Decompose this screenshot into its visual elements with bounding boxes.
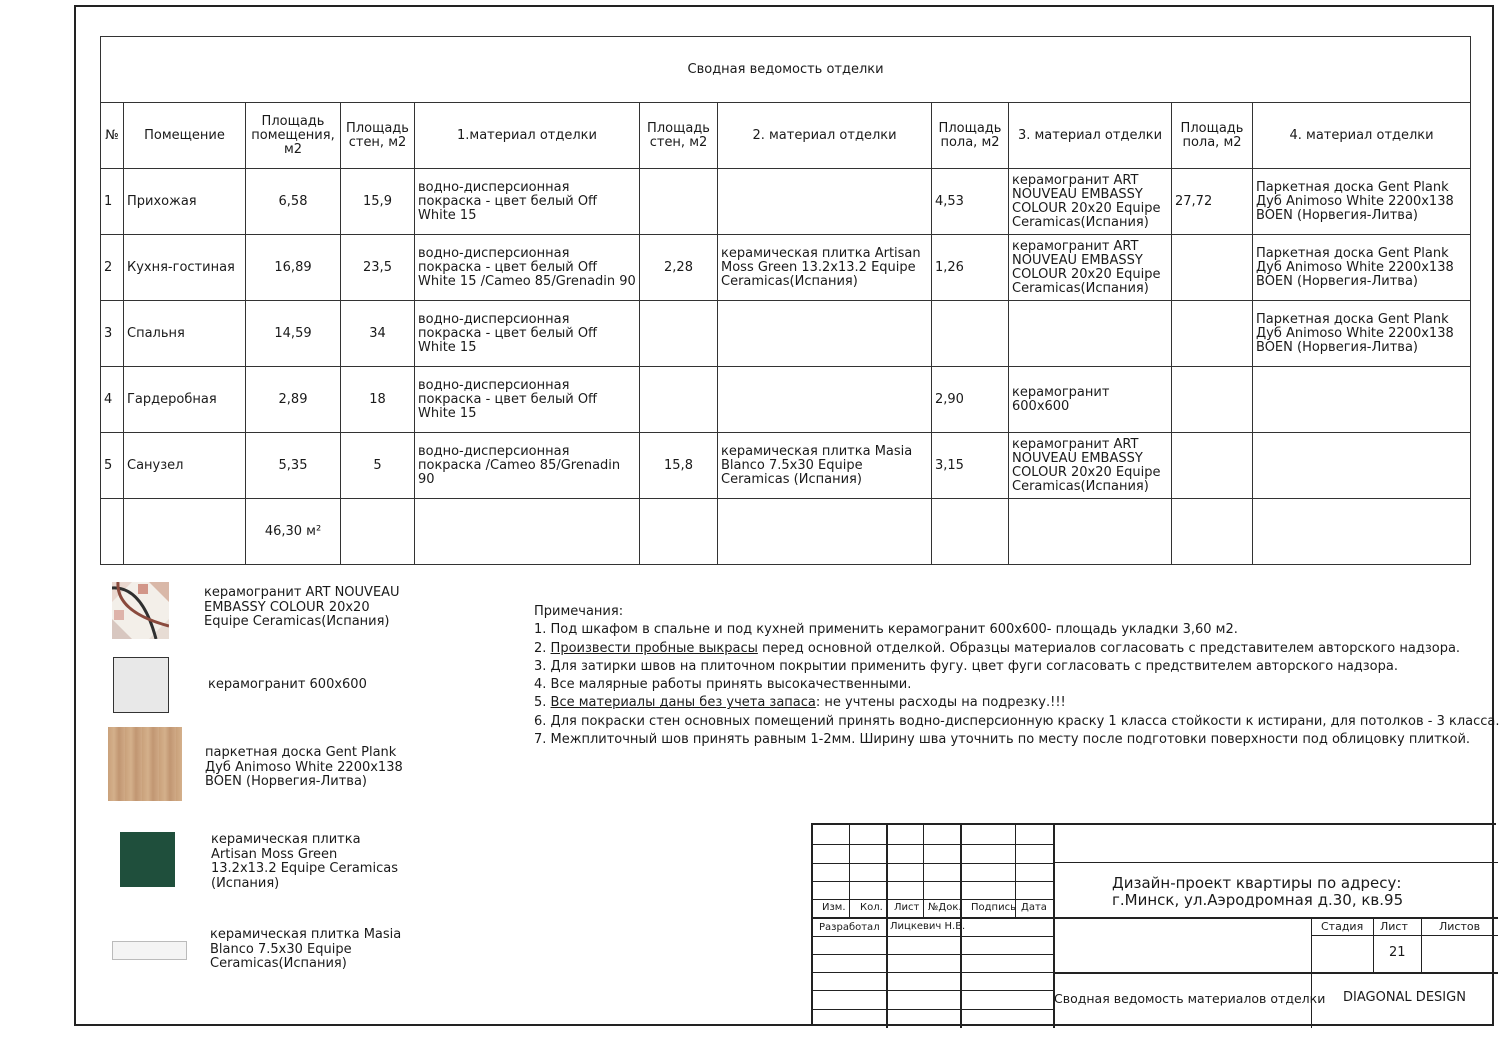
table-cell: 5 bbox=[101, 433, 124, 499]
legend-label-porcelain-600: керамогранит 600х600 bbox=[208, 677, 367, 692]
table-cell bbox=[1253, 433, 1471, 499]
table-cell: 6,58 bbox=[246, 169, 341, 235]
table-cell: 18 bbox=[341, 367, 415, 433]
sheet-title: Сводная ведомость материалов отделки bbox=[1054, 991, 1326, 1006]
table-row bbox=[101, 499, 1471, 565]
table-cell bbox=[932, 499, 1009, 565]
legend-label-moss-green: керамическая плитка Artisan Moss Green 13.2x13.2 Equipe Ceramicas (Испания) bbox=[211, 832, 398, 891]
header-cell: № bbox=[101, 103, 124, 169]
table-cell: 15,9 bbox=[341, 169, 415, 235]
table-cell bbox=[1172, 499, 1253, 565]
table-cell: 14,59 bbox=[246, 301, 341, 367]
table-header-row bbox=[101, 103, 1471, 169]
project-title: Дизайн-проект квартиры по адресу: г.Минск, ул.Аэродромная д.30, кв.95 bbox=[1112, 874, 1404, 909]
table-cell: 2,90 bbox=[932, 367, 1009, 433]
table-row bbox=[101, 367, 1471, 433]
masia-blanco-tile-swatch bbox=[112, 941, 187, 960]
table-cell: 23,5 bbox=[341, 235, 415, 301]
table-cell: Прихожая bbox=[124, 169, 246, 235]
table-cell: керамогранит 600х600 bbox=[1009, 367, 1172, 433]
legend-label-parquet: паркетная доска Gent Plank Дуб Animoso White 2200х138 BOEN (Норвегия-Литва) bbox=[205, 745, 403, 789]
table-cell: керамическая плитка Artisan Moss Green 13.2x13.2 Equipe Ceramicas(Испания) bbox=[718, 235, 932, 301]
table-cell bbox=[718, 499, 932, 565]
table-cell bbox=[640, 367, 718, 433]
table-cell: Кухня-гостиная bbox=[124, 235, 246, 301]
note-1: 1. Под шкафом в спальне и под кухней применить керамогранит 600х600- площадь укладки 3,60 м2. bbox=[534, 622, 1238, 638]
table-cell bbox=[1009, 499, 1172, 565]
table-cell bbox=[1172, 367, 1253, 433]
header-cell: Помещение bbox=[124, 103, 246, 169]
table-cell bbox=[1172, 301, 1253, 367]
col-kol: Кол. bbox=[860, 902, 883, 913]
header-cell: Площадь пола, м2 bbox=[932, 103, 1009, 169]
table-cell: 4 bbox=[101, 367, 124, 433]
porcelain-600-swatch bbox=[113, 657, 169, 713]
table-cell bbox=[101, 499, 124, 565]
table-cell: водно-дисперсионная покраска - цвет белый Off White 15 bbox=[415, 169, 640, 235]
table-cell bbox=[1009, 301, 1172, 367]
legend-label-masia-blanco: керамическая плитка Masia Blanco 7.5x30 Equipe Ceramicas(Испания) bbox=[210, 927, 402, 971]
table-cell: 2,28 bbox=[640, 235, 718, 301]
table-cell: керамогранит ART NOUVEAU EMBASSY COLOUR 20x20 Equipe Ceramicas(Испания) bbox=[1009, 235, 1172, 301]
table-cell bbox=[1172, 433, 1253, 499]
notes-title: Примечания: bbox=[534, 604, 624, 619]
table-cell: керамическая плитка Masia Blanco 7.5x30 Equipe Ceramicas (Испания) bbox=[718, 433, 932, 499]
table-row bbox=[101, 433, 1471, 499]
note-5: 5. Все материалы даны без учета запаса: не учтены расходы на подрезку.!!! bbox=[534, 695, 1066, 711]
header-cell: 2. материал отделки bbox=[718, 103, 932, 169]
table-cell: Санузел bbox=[124, 433, 246, 499]
table-cell bbox=[640, 169, 718, 235]
table-cell: Паркетная доска Gent Plank Дуб Animoso White 2200х138 BOEN (Норвегия-Литва) bbox=[1253, 169, 1471, 235]
table-cell: водно-дисперсионная покраска - цвет белый Off White 15 bbox=[415, 301, 640, 367]
table-cell bbox=[1172, 235, 1253, 301]
table-cell bbox=[718, 301, 932, 367]
header-cell: Площадь стен, м2 bbox=[640, 103, 718, 169]
table-cell bbox=[718, 169, 932, 235]
title-block bbox=[811, 823, 1496, 1026]
table-title: Сводная ведомость отделки bbox=[101, 37, 1471, 103]
col-data: Дата bbox=[1021, 902, 1047, 913]
note-4: 4. Все малярные работы принять высокачественными. bbox=[534, 677, 912, 693]
table-cell bbox=[415, 499, 640, 565]
header-cell: 4. материал отделки bbox=[1253, 103, 1471, 169]
note-2: 2. Произвести пробные выкрасы перед основной отделкой. Образцы материалов согласовать с представителем авторского надзора. bbox=[534, 640, 1461, 656]
table-cell: 1 bbox=[101, 169, 124, 235]
table-cell: 2 bbox=[101, 235, 124, 301]
table-cell bbox=[718, 367, 932, 433]
legend-label-art-nouveau: керамогранит ART NOUVEAU EMBASSY COLOUR 20x20 Equipe Ceramicas(Испания) bbox=[204, 585, 400, 629]
note-3: 3. Для затирки швов на плиточном покрытии применить фугу. цвет фуги согласовать с предствителем авторского надзора. bbox=[534, 658, 1398, 674]
note-6: 6. Для покраски стен основных помещений принять водно-дисперсионную краску 1 класса стойкости к истирани, для потолков - 3 класса. bbox=[534, 713, 1500, 729]
col-izm: Изм. bbox=[822, 902, 846, 913]
col-ndok: №Док. bbox=[928, 902, 962, 913]
table-cell: Гардеробная bbox=[124, 367, 246, 433]
company-name: DIAGONAL DESIGN bbox=[1343, 990, 1466, 1005]
table-row bbox=[101, 235, 1471, 301]
table-cell: 3,15 bbox=[932, 433, 1009, 499]
table-cell: 5 bbox=[341, 433, 415, 499]
table-cell: 3 bbox=[101, 301, 124, 367]
header-cell: Площадь стен, м2 bbox=[341, 103, 415, 169]
parquet-swatch bbox=[108, 727, 182, 801]
table-cell: керамогранит ART NOUVEAU EMBASSY COLOUR 20x20 Equipe Ceramicas(Испания) bbox=[1009, 433, 1172, 499]
table-row bbox=[101, 301, 1471, 367]
table-cell: Паркетная доска Gent Plank Дуб Animoso White 2200х138 BOEN (Норвегия-Литва) bbox=[1253, 301, 1471, 367]
sheets-total-label: Листов bbox=[1439, 920, 1481, 933]
table-cell: 27,72 bbox=[1172, 169, 1253, 235]
table-cell: керамогранит ART NOUVEAU EMBASSY COLOUR 20x20 Equipe Ceramicas(Испания) bbox=[1009, 169, 1172, 235]
table-cell: 2,89 bbox=[246, 367, 341, 433]
art-nouveau-tile-icon bbox=[112, 582, 169, 639]
table-cell: 1,26 bbox=[932, 235, 1009, 301]
table-cell: 15,8 bbox=[640, 433, 718, 499]
table-cell: водно-дисперсионная покраска - цвет белый Off White 15 bbox=[415, 367, 640, 433]
col-list: Лист bbox=[894, 902, 920, 913]
table-cell bbox=[640, 499, 718, 565]
header-cell: Площадь помещения, м2 bbox=[246, 103, 341, 169]
table-cell bbox=[341, 499, 415, 565]
moss-green-tile-swatch bbox=[120, 832, 175, 887]
table-cell: водно-дисперсионная покраска - цвет белый Off White 15 /Cameo 85/Grenadin 90 bbox=[415, 235, 640, 301]
header-cell: 1.материал отделки bbox=[415, 103, 640, 169]
table-cell: Паркетная доска Gent Plank Дуб Animoso White 2200х138 BOEN (Норвегия-Литва) bbox=[1253, 235, 1471, 301]
table-cell bbox=[1253, 499, 1471, 565]
table-cell: 16,89 bbox=[246, 235, 341, 301]
note-7: 7. Межплиточный шов принять равным 1-2мм. Ширину шва уточнить по месту после подготовки поверхности под облицовку плиткой. bbox=[534, 732, 1471, 748]
table-cell: водно-дисперсионная покраска /Cameo 85/Grenadin 90 bbox=[415, 433, 640, 499]
table-cell: 46,30 м² bbox=[246, 499, 341, 565]
sheet-label: Лист bbox=[1380, 920, 1408, 933]
finishing-schedule-table bbox=[100, 36, 1471, 565]
header-cell: Площадь пола, м2 bbox=[1172, 103, 1253, 169]
notes-block bbox=[534, 603, 1500, 749]
stage-label: Стадия bbox=[1321, 920, 1364, 933]
table-cell bbox=[1253, 367, 1471, 433]
table-cell: 4,53 bbox=[932, 169, 1009, 235]
developed-by-label: Разработал bbox=[819, 922, 880, 933]
sheet-number: 21 bbox=[1389, 945, 1406, 960]
table-row bbox=[101, 169, 1471, 235]
header-cell: 3. материал отделки bbox=[1009, 103, 1172, 169]
table-cell: 34 bbox=[341, 301, 415, 367]
table-cell: Спальня bbox=[124, 301, 246, 367]
table-cell bbox=[932, 301, 1009, 367]
table-cell bbox=[124, 499, 246, 565]
table-cell bbox=[640, 301, 718, 367]
col-podpis: Подпись bbox=[971, 902, 1016, 913]
author-name: Лицкевич Н.В. bbox=[890, 921, 966, 932]
table-cell: 5,35 bbox=[246, 433, 341, 499]
